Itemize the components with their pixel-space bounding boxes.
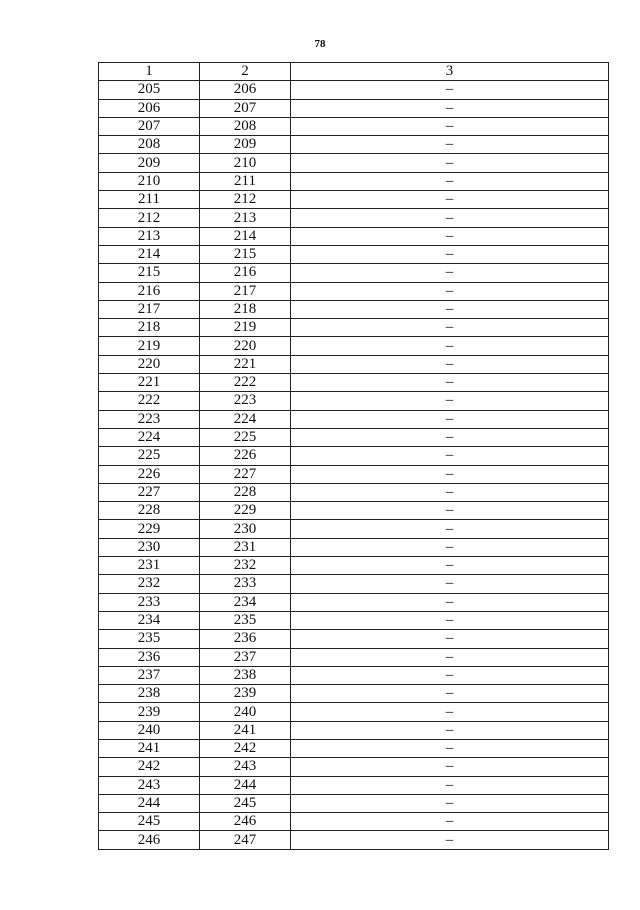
table-cell-col-1: 227 bbox=[99, 483, 200, 501]
table-cell-col-2: 207 bbox=[200, 99, 291, 117]
table-cell-col-2: 214 bbox=[200, 227, 291, 245]
table-cell-col-1: 225 bbox=[99, 447, 200, 465]
table-body bbox=[99, 81, 609, 849]
table-row bbox=[99, 630, 609, 648]
column-header-2: 2 bbox=[200, 63, 291, 81]
table-cell-col-1: 230 bbox=[99, 538, 200, 556]
table-cell-col-3: – bbox=[291, 465, 609, 483]
table-row bbox=[99, 81, 609, 99]
table-cell-col-1: 243 bbox=[99, 776, 200, 794]
table-row bbox=[99, 520, 609, 538]
table-cell-col-1: 210 bbox=[99, 172, 200, 190]
table-cell-col-3: – bbox=[291, 648, 609, 666]
table-cell-col-1: 231 bbox=[99, 557, 200, 575]
table-cell-col-2: 209 bbox=[200, 136, 291, 154]
table-row bbox=[99, 758, 609, 776]
table-row bbox=[99, 611, 609, 629]
table-row bbox=[99, 191, 609, 209]
table-cell-col-3: – bbox=[291, 721, 609, 739]
table-row bbox=[99, 465, 609, 483]
table-cell-col-3: – bbox=[291, 191, 609, 209]
table-cell-col-2: 219 bbox=[200, 319, 291, 337]
table-row bbox=[99, 282, 609, 300]
table-row bbox=[99, 410, 609, 428]
table-cell-col-2: 222 bbox=[200, 374, 291, 392]
table-cell-col-1: 232 bbox=[99, 575, 200, 593]
table-cell-col-2: 223 bbox=[200, 392, 291, 410]
table-row bbox=[99, 245, 609, 263]
table-cell-col-2: 236 bbox=[200, 630, 291, 648]
table-cell-col-3: – bbox=[291, 593, 609, 611]
table-cell-col-3: – bbox=[291, 337, 609, 355]
table-cell-col-2: 244 bbox=[200, 776, 291, 794]
table-cell-col-2: 216 bbox=[200, 264, 291, 282]
table-cell-col-2: 246 bbox=[200, 813, 291, 831]
table-cell-col-2: 242 bbox=[200, 739, 291, 757]
page-number: 78 bbox=[314, 38, 326, 50]
table-row bbox=[99, 575, 609, 593]
table-row bbox=[99, 739, 609, 757]
table-row bbox=[99, 319, 609, 337]
table-row bbox=[99, 502, 609, 520]
table-cell-col-2: 230 bbox=[200, 520, 291, 538]
table-cell-col-1: 242 bbox=[99, 758, 200, 776]
table-cell-col-3: – bbox=[291, 557, 609, 575]
table-cell-col-1: 228 bbox=[99, 502, 200, 520]
table-cell-col-2: 229 bbox=[200, 502, 291, 520]
table-cell-col-2: 227 bbox=[200, 465, 291, 483]
table-cell-col-2: 238 bbox=[200, 666, 291, 684]
table-cell-col-2: 231 bbox=[200, 538, 291, 556]
table-cell-col-1: 214 bbox=[99, 245, 200, 263]
table-cell-col-3: – bbox=[291, 154, 609, 172]
table-cell-col-1: 229 bbox=[99, 520, 200, 538]
table-cell-col-3: – bbox=[291, 666, 609, 684]
table-row bbox=[99, 227, 609, 245]
table-row bbox=[99, 264, 609, 282]
table-row bbox=[99, 776, 609, 794]
table-cell-col-3: – bbox=[291, 117, 609, 135]
column-header-3: 3 bbox=[291, 63, 609, 81]
table-cell-col-2: 212 bbox=[200, 191, 291, 209]
table-cell-col-2: 243 bbox=[200, 758, 291, 776]
table-cell-col-1: 219 bbox=[99, 337, 200, 355]
table-cell-col-2: 224 bbox=[200, 410, 291, 428]
table-row bbox=[99, 447, 609, 465]
table-cell-col-1: 211 bbox=[99, 191, 200, 209]
table-cell-col-1: 223 bbox=[99, 410, 200, 428]
table-cell-col-2: 239 bbox=[200, 685, 291, 703]
table-cell-col-2: 234 bbox=[200, 593, 291, 611]
table-cell-col-3: – bbox=[291, 392, 609, 410]
table-cell-col-3: – bbox=[291, 575, 609, 593]
table-cell-col-3: – bbox=[291, 630, 609, 648]
table-cell-col-3: – bbox=[291, 136, 609, 154]
table-row bbox=[99, 154, 609, 172]
table-cell-col-3: – bbox=[291, 611, 609, 629]
table-cell-col-2: 237 bbox=[200, 648, 291, 666]
table-cell-col-3: – bbox=[291, 264, 609, 282]
table-cell-col-3: – bbox=[291, 81, 609, 99]
table-cell-col-1: 206 bbox=[99, 99, 200, 117]
table-cell-col-2: 226 bbox=[200, 447, 291, 465]
table-cell-col-3: – bbox=[291, 703, 609, 721]
table-cell-col-2: 210 bbox=[200, 154, 291, 172]
table-cell-col-1: 244 bbox=[99, 794, 200, 812]
table-row bbox=[99, 99, 609, 117]
table-cell-col-2: 213 bbox=[200, 209, 291, 227]
table-cell-col-3: – bbox=[291, 685, 609, 703]
table-row bbox=[99, 355, 609, 373]
table-cell-col-3: – bbox=[291, 319, 609, 337]
table-cell-col-3: – bbox=[291, 831, 609, 849]
table-cell-col-1: 245 bbox=[99, 813, 200, 831]
table-cell-col-2: 217 bbox=[200, 282, 291, 300]
table-cell-col-2: 206 bbox=[200, 81, 291, 99]
table-cell-col-1: 237 bbox=[99, 666, 200, 684]
table-cell-col-3: – bbox=[291, 282, 609, 300]
table-cell-col-3: – bbox=[291, 483, 609, 501]
table-cell-col-3: – bbox=[291, 739, 609, 757]
table-row bbox=[99, 685, 609, 703]
table-row bbox=[99, 172, 609, 190]
table-cell-col-3: – bbox=[291, 227, 609, 245]
table-cell-col-1: 217 bbox=[99, 300, 200, 318]
table-row bbox=[99, 209, 609, 227]
table-cell-col-1: 207 bbox=[99, 117, 200, 135]
table-cell-col-1: 240 bbox=[99, 721, 200, 739]
table-cell-col-1: 205 bbox=[99, 81, 200, 99]
table-cell-col-3: – bbox=[291, 538, 609, 556]
table-cell-col-3: – bbox=[291, 172, 609, 190]
table-cell-col-1: 241 bbox=[99, 739, 200, 757]
table-cell-col-2: 221 bbox=[200, 355, 291, 373]
table-cell-col-3: – bbox=[291, 245, 609, 263]
table-row bbox=[99, 813, 609, 831]
table-cell-col-3: – bbox=[291, 502, 609, 520]
table-cell-col-3: – bbox=[291, 209, 609, 227]
table-row bbox=[99, 428, 609, 446]
table-cell-col-3: – bbox=[291, 794, 609, 812]
table-cell-col-1: 215 bbox=[99, 264, 200, 282]
table-cell-col-2: 215 bbox=[200, 245, 291, 263]
table-cell-col-2: 211 bbox=[200, 172, 291, 190]
table-cell-col-1: 236 bbox=[99, 648, 200, 666]
table-row bbox=[99, 648, 609, 666]
table-cell-col-2: 208 bbox=[200, 117, 291, 135]
table-row bbox=[99, 392, 609, 410]
table-cell-col-3: – bbox=[291, 758, 609, 776]
table-row bbox=[99, 117, 609, 135]
table-cell-col-1: 226 bbox=[99, 465, 200, 483]
table-cell-col-1: 221 bbox=[99, 374, 200, 392]
data-table bbox=[98, 62, 609, 850]
table-row bbox=[99, 557, 609, 575]
table-cell-col-1: 218 bbox=[99, 319, 200, 337]
table-row bbox=[99, 337, 609, 355]
table-cell-col-2: 233 bbox=[200, 575, 291, 593]
table-cell-col-1: 235 bbox=[99, 630, 200, 648]
table-cell-col-2: 220 bbox=[200, 337, 291, 355]
table-cell-col-1: 213 bbox=[99, 227, 200, 245]
table-row bbox=[99, 703, 609, 721]
table-cell-col-3: – bbox=[291, 447, 609, 465]
table-cell-col-1: 222 bbox=[99, 392, 200, 410]
table-row bbox=[99, 136, 609, 154]
table-cell-col-2: 228 bbox=[200, 483, 291, 501]
table-row bbox=[99, 483, 609, 501]
table-cell-col-1: 234 bbox=[99, 611, 200, 629]
table-row bbox=[99, 300, 609, 318]
table-row bbox=[99, 666, 609, 684]
table-cell-col-1: 238 bbox=[99, 685, 200, 703]
table-cell-col-2: 218 bbox=[200, 300, 291, 318]
column-header-1: 1 bbox=[99, 63, 200, 81]
table-cell-col-3: – bbox=[291, 776, 609, 794]
table-cell-col-1: 209 bbox=[99, 154, 200, 172]
table-cell-col-3: – bbox=[291, 99, 609, 117]
table-cell-col-3: – bbox=[291, 300, 609, 318]
table-cell-col-2: 241 bbox=[200, 721, 291, 739]
table-cell-col-1: 220 bbox=[99, 355, 200, 373]
table-cell-col-2: 225 bbox=[200, 428, 291, 446]
table-cell-col-1: 224 bbox=[99, 428, 200, 446]
table-cell-col-3: – bbox=[291, 520, 609, 538]
table-row bbox=[99, 721, 609, 739]
table-cell-col-1: 239 bbox=[99, 703, 200, 721]
table-row bbox=[99, 538, 609, 556]
table-cell-col-2: 232 bbox=[200, 557, 291, 575]
table-row bbox=[99, 593, 609, 611]
table-cell-col-3: – bbox=[291, 428, 609, 446]
table-cell-col-1: 212 bbox=[99, 209, 200, 227]
table-cell-col-3: – bbox=[291, 813, 609, 831]
table-cell-col-3: – bbox=[291, 355, 609, 373]
table-row bbox=[99, 794, 609, 812]
table-row bbox=[99, 831, 609, 849]
table-cell-col-3: – bbox=[291, 410, 609, 428]
table-cell-col-1: 208 bbox=[99, 136, 200, 154]
table-cell-col-1: 216 bbox=[99, 282, 200, 300]
table-cell-col-2: 247 bbox=[200, 831, 291, 849]
table-cell-col-3: – bbox=[291, 374, 609, 392]
table-cell-col-1: 246 bbox=[99, 831, 200, 849]
header-row bbox=[99, 63, 609, 81]
table-cell-col-1: 233 bbox=[99, 593, 200, 611]
table-cell-col-2: 240 bbox=[200, 703, 291, 721]
table-row bbox=[99, 374, 609, 392]
table-cell-col-2: 245 bbox=[200, 794, 291, 812]
table-cell-col-2: 235 bbox=[200, 611, 291, 629]
